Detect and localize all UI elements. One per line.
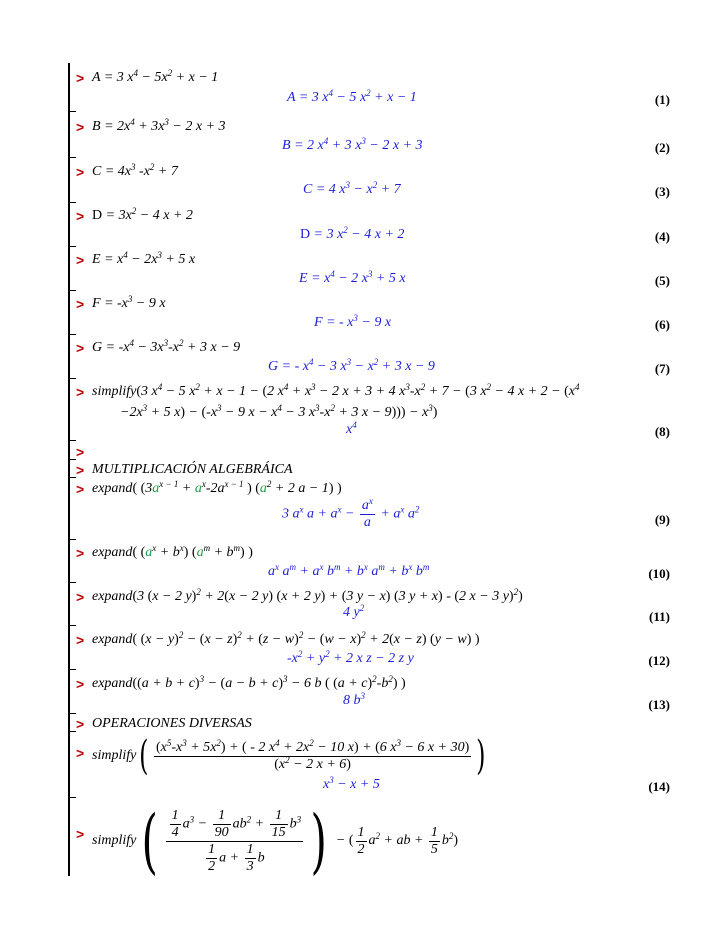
label-11: (11) (649, 609, 670, 624)
prompt-17: > (76, 826, 85, 842)
separator (68, 669, 76, 670)
prompt-2: > (76, 119, 85, 135)
prompt-13: > (76, 632, 85, 648)
output-11: 4 $y^2$ (343, 603, 365, 620)
prompt-14: > (76, 676, 85, 692)
separator (68, 378, 76, 379)
separator (68, 202, 76, 203)
separator (68, 797, 76, 798)
separator (68, 539, 76, 540)
output-7: G = - $x^4 - 3$ $x^3 - x^2 + 3$ x − 9 (268, 357, 435, 374)
output-2: B = 2 $x^4 + 3$ $x^3 - 2$ x + 3 (282, 136, 423, 153)
separator (68, 713, 76, 714)
separator (68, 334, 76, 335)
input-7[interactable]: $G = -x^4 - 3x^3-x^2 + 3$ x − 9 (92, 338, 241, 355)
prompt-empty[interactable]: > (76, 444, 85, 460)
label-12: (12) (648, 653, 670, 668)
prompt-15: > (76, 716, 85, 732)
separator (68, 477, 76, 478)
label-9: (9) (654, 512, 670, 527)
prompt-1: > (76, 70, 85, 86)
prompt-7: > (76, 340, 85, 356)
input-11[interactable]: expand(3 (x − 2 y)$^2$ + 2(x − 2 y) (x + 2 y) + (3 y − x) (3 y + x) - (2 x − 3 y)$^2$) (92, 587, 523, 604)
input-3[interactable]: $C = 4x^3$ $-x^2 + 7$ (92, 162, 178, 179)
input-5[interactable]: $E = x^4 - 2x^3 + 5$ x (92, 250, 196, 267)
input-1[interactable]: A = 3 $x^4 - 5x^2 + x - 1$ (92, 68, 219, 85)
input-9[interactable]: expand( ($3a^{x - 1} + a^x-2a^{x - 1}$ ) ($a^2 + 2$ a − 1) ) (92, 479, 342, 496)
input-13[interactable]: expand((a + $b + c)^3 - (a - b + c)^3 - 6$ b ( $(a + c)^2-b^2$) ) (92, 674, 406, 691)
label-1: (1) (654, 92, 670, 107)
label-14: (14) (648, 779, 670, 794)
output-9: 3 $a^x$ $a + a^x$ − $\frac{a^x}{a}$ + $a^x$ $a^2$ (282, 496, 420, 530)
separator (68, 625, 76, 626)
prompt-5: > (76, 252, 85, 268)
label-3: (3) (654, 184, 670, 199)
input-2[interactable]: $B = 2x^4 + 3x^3 - 2$ x + 3 (92, 117, 226, 134)
output-10: $a^x$ $a^m + a^x$ $b^m + b^x$ $a^m + b^x$ $b^m$ (268, 562, 430, 579)
separator (68, 459, 76, 460)
section-title-multiplicacion: MULTIPLICACIÓN ALGEBRÁICA (92, 462, 293, 477)
output-6: F = - $x^3 - 9$ x (314, 313, 392, 330)
label-4: (4) (654, 229, 670, 244)
output-3: C = 4 $x^3 - x^2 + 7$ (303, 180, 401, 197)
input-12[interactable]: expand( $(x - y)^2 - (x - z)^2 + (z - w)^2 - (w - x)^2 + 2(x - z)$ (y − w) ) (92, 630, 480, 647)
separator (68, 246, 76, 247)
output-14: $x^3 - x + 5$ (323, 775, 380, 792)
input-10[interactable]: expand( $(a^x + b^x) (a^m + b^m)$ ) (92, 543, 253, 560)
separator (68, 582, 76, 583)
input-14[interactable]: simplify( $\frac{(x^5-x^3 + 5x^2) + ( - 2 x^4 + 2x^2 - 10 x) + (6 x^3 - 6 x + 30)}{(x^2 - 2 x + 6)}$ ) (92, 733, 486, 779)
label-8: (8) (654, 424, 670, 439)
separator (68, 290, 76, 291)
input-4[interactable]: $D = 3x^2 - 4$ x + 2 (92, 206, 193, 223)
label-10: (10) (648, 566, 670, 581)
prompt-9: > (76, 462, 85, 478)
prompt-6: > (76, 296, 85, 312)
prompt-12: > (76, 589, 85, 605)
label-2: (2) (654, 140, 670, 155)
output-1: A = 3 $x^4 - 5$ $x^2 + x - 1$ (287, 88, 417, 105)
label-5: (5) (654, 273, 670, 288)
prompt-10: > (76, 481, 85, 497)
output-12: $-x^2 + y^2 + 2$ x z − 2 z y (287, 649, 414, 666)
prompt-4: > (76, 208, 85, 224)
prompt-11: > (76, 545, 85, 561)
input-8-cont[interactable]: $-2x^3 + 5$ $x) - (-x^3 - 9$ $x - x^4 - 3$ $x^3-x^2 + 3$ $x - 9))) - x^3$) (120, 403, 438, 420)
input-8[interactable]: simplify(3 $x^4 - 5$ $x^2 + x - 1 - (2$ $x^4 + x^3 - 2$ x + 3 + 4 $x^3-x^2 + 7 - (3$ $x^2 - 4$ $x + 2 - (x^4$ (92, 382, 580, 399)
separator (68, 157, 76, 158)
input-15[interactable]: simplify( $\frac{1}{4}$ $a^3$ − $\frac{1}{90}$ $ab^2$ + $\frac{1}{15}$ $b^3$ $\frac{1}{2}$ a + $\frac{1}{3}$ b ) − ( $\frac{1}{2}$ $a^2$ + ab + $\frac{1}{5}$ $b^2$) (92, 800, 459, 882)
label-6: (6) (654, 317, 670, 332)
separator (68, 440, 76, 441)
output-8: $x^4$ (346, 420, 357, 437)
prompt-3: > (76, 164, 85, 180)
output-13: 8 $b^3$ (343, 691, 365, 708)
prompt-16: > (76, 745, 85, 761)
output-4: D = 3 $x^2 - 4$ x + 2 (300, 225, 405, 242)
separator (68, 731, 76, 732)
separator (68, 111, 76, 112)
section-title-operaciones: OPERACIONES DIVERSAS (92, 716, 252, 731)
label-7: (7) (654, 361, 670, 376)
output-5: $E = x^4 - 2$ $x^3 + 5$ x (299, 269, 406, 286)
label-13: (13) (648, 697, 670, 712)
prompt-8: > (76, 384, 85, 400)
input-6[interactable]: $F = -x^3 - 9$ x (92, 294, 166, 311)
worksheet-bracket (68, 63, 76, 876)
